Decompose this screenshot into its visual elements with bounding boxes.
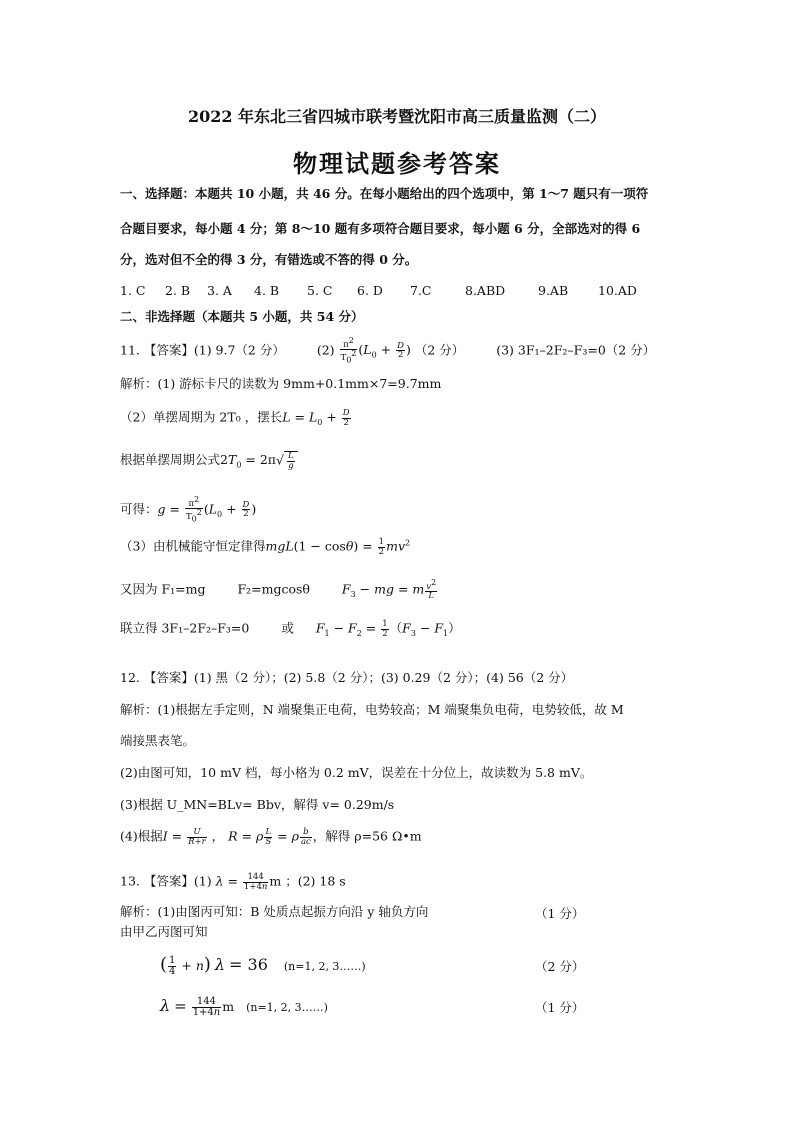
- answer-2: 2. B: [165, 283, 191, 298]
- q11-label: 11. 【答案】: [120, 342, 194, 358]
- q13-answer-2: ；(2) 18 s: [285, 873, 346, 889]
- q11-exp2-text: （2）单摆周期为 2T₀ ，摆长: [120, 409, 283, 425]
- q12-explanation-2: 端接黑表笔。: [120, 733, 196, 748]
- answer-9: 9.AB: [538, 283, 569, 298]
- q13-equation-2: λ = $\frac{144}{1+4n}$ m (n=1, 2, 3……): [160, 996, 328, 1018]
- answer-5: 5. C: [307, 283, 333, 298]
- q13-explanation-2: 由甲乙丙图可知: [120, 924, 208, 939]
- q12-exp5-text-b: ，解得 ρ=56 Ω•m: [312, 828, 422, 844]
- q11-exp7-text-b: 或: [281, 620, 294, 636]
- q11-exp4-text: 可得：: [120, 501, 158, 517]
- q12-explanation-4: (3)根据 U_MN=BLv= Bbv，解得 v= 0.29m/s: [120, 797, 395, 812]
- q11-answer-2-score: （2 分）: [414, 342, 465, 358]
- q11-exp6-text-a: 又因为 F₁=mg: [120, 581, 206, 597]
- q11-explanation-5: （3）由机械能守恒定律得mgL(1 − cosθ) = $\frac{1}{2}$ $mv^2$: [120, 537, 411, 557]
- section1-intro-line1: 一、选择题：本题共 10 小题，共 46 分。在每小题给出的四个选项中，第 1～7 题只有一项符: [120, 186, 649, 201]
- answer-7: 7.C: [410, 283, 432, 298]
- q11-explanation-4: 可得：g = $\frac{\pi^2}{T_0^2}$ ($L_0$ + $\frac{D}{2}$ ): [120, 495, 257, 524]
- q13-answer-line: 13. 【答案】(1) λ = $\frac{144}{1+4n}$ m ；(2) 18 s: [120, 872, 346, 892]
- q11-answer-3: (3) 3F₁–2F₂–F₃=0（2 分）: [496, 342, 656, 358]
- answer-1: 1. C: [120, 283, 146, 298]
- answer-10: 10.AD: [598, 283, 637, 298]
- q11-exp7-text-a: 联立得 3F₁–2F₂–F₃=0: [120, 620, 250, 636]
- q13-equation-1-score: （2 分）: [535, 959, 585, 974]
- section1-intro-line3: 分，选对但不全的得 3 分，有错选或不答的得 0 分。: [120, 252, 418, 267]
- q12-answer: (1) 黑（2 分）；(2) 5.8（2 分）；(3) 0.29（2 分）；(4) 56（2 分）: [193, 670, 574, 685]
- document-subtitle: 物理试题参考答案: [293, 149, 501, 178]
- q11-explanation-3: 根据单摆周期公式$2T_0 = 2\pi√$ $\frac{L}{g}$: [120, 451, 298, 470]
- q13-label: 13. 【答案】: [120, 873, 194, 889]
- q11-explanation-2: （2）单摆周期为 2T₀ ，摆长$L = L_0$ + $\frac{D}{2}$: [120, 408, 350, 428]
- q11-explanation-7: 联立得 3F₁–2F₂–F₃=0 或 $F_1 - F_2$ = $\frac{1}{2}$ $(F_3 - F_1)$: [120, 619, 461, 639]
- section1-intro-line2: 合题目要求，每小题 4 分；第 8～10 题有多项符合题目要求，每小题 6 分，全部选对的得 6: [120, 221, 641, 236]
- q12-answer-line: [120, 670, 573, 685]
- q11-explanation-6: 又因为 F₁=mg F₂=mgcosθ $F_3$ − mg = m $\frac{v^2}{L}$: [120, 578, 437, 602]
- q13-explanation-1-score: （1 分）: [535, 906, 585, 921]
- answer-8: 8.ABD: [465, 283, 506, 298]
- q13-answer-1-prefix: (1): [193, 873, 212, 889]
- q11-answer-2-formula: $\frac{\pi^2}{T_0^2}$ ($L_0$ + $\frac{D}{2}$ ): [340, 336, 411, 365]
- q13-equation-1-n: (n=1, 2, 3……): [283, 960, 366, 973]
- q13-equation-2-n: (n=1, 2, 3……): [246, 1001, 328, 1014]
- q12-label: 12. 【答案】: [120, 670, 194, 685]
- q12-exp5-text-a: (4)根据: [120, 828, 163, 844]
- q12-explanation-1: 解析：(1)根据左手定则，N 端聚集正电荷，电势较高；M 端聚集负电荷，电势较低，故 M: [120, 702, 624, 717]
- q11-answer-line: [120, 337, 655, 365]
- q11-answer-2-prefix: (2): [316, 342, 335, 358]
- q11-explanation-1: 解析：(1) 游标卡尺的读数为 9mm+0.1mm×7=9.7mm: [120, 376, 442, 391]
- q11-exp5-text: （3）由机械能守恒定律得: [120, 538, 266, 554]
- q11-answer-1: (1) 9.7（2 分）: [193, 342, 285, 358]
- q11-exp3-text: 根据单摆周期公式: [120, 452, 221, 467]
- answer-3: 3. A: [207, 283, 232, 298]
- section2-heading: 二、非选择题（本题共 5 小题，共 54 分）: [120, 309, 364, 324]
- q12-explanation-5: (4)根据I = $\frac{U}{R+r}$ ， R = ρ $\frac{L}{S}$ = ρ $\frac{b}{ac}$ ，解得 ρ=56 Ω•m: [120, 827, 422, 847]
- q13-explanation-1: 解析：(1)由图丙可知：B 处质点起振方向沿 y 轴负方向: [120, 904, 429, 919]
- document-title: 2022 年东北三省四城市联考暨沈阳市高三质量监测（二）: [187, 107, 607, 126]
- q13-equation-2-score: （1 分）: [535, 1000, 585, 1015]
- q12-explanation-3: (2)由图可知，10 mV 档，每小格为 0.2 mV，误差在十分位上，故读数为 5.8 mV。: [120, 765, 593, 780]
- answer-6: 6. D: [357, 283, 383, 298]
- q13-equation-1: ( $\frac{1}{4}$ + n) λ = 36 (n=1, 2, 3……): [160, 954, 366, 977]
- answer-4: 4. B: [254, 283, 280, 298]
- q11-exp6-text-b: F₂=mgcosθ: [237, 581, 310, 597]
